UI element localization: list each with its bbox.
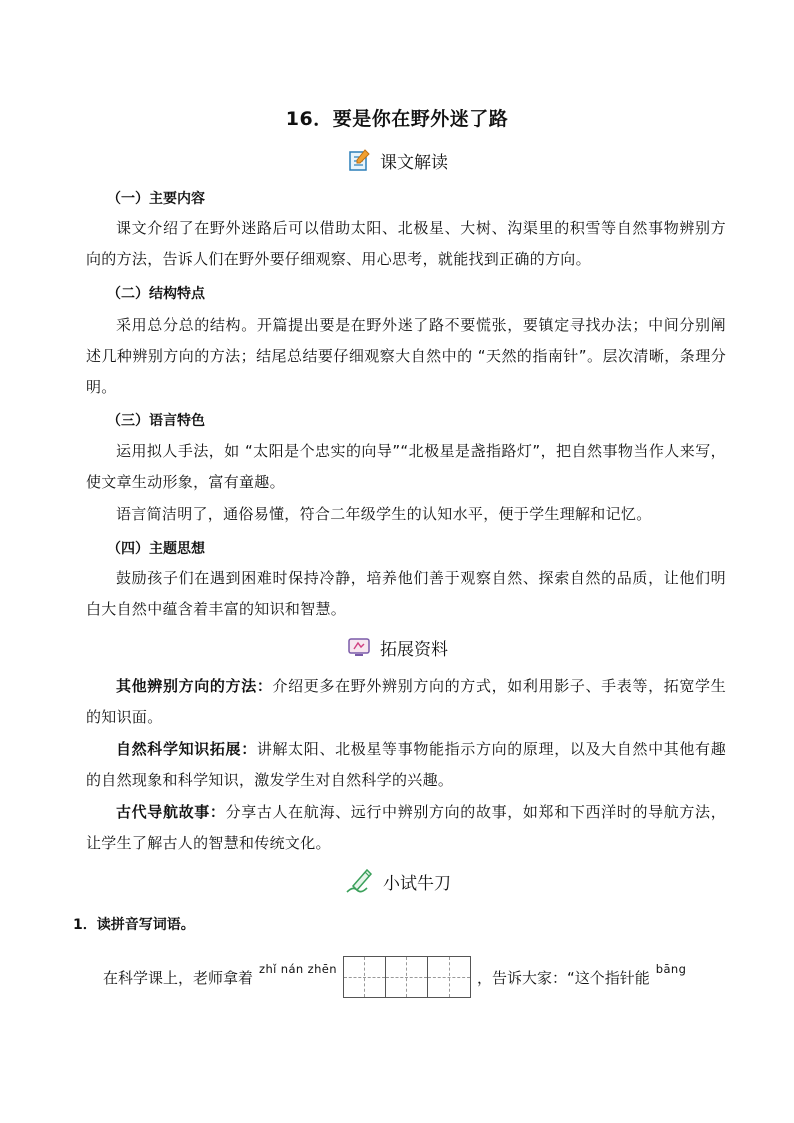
paragraph-main-content: 课文介绍了在野外迷路后可以借助太阳、北极星、大树、沟渠里的积雪等自然事物辨别方向的方法，告诉人们在野外要仔细观察、用心思考，就能找到正确的方向。	[86, 219, 726, 268]
item-text: 分享古人在航海、远行中辨别方向的故事，如郑和下西洋时的导航方法，让学生了解古人的智慧和传统文化。	[86, 803, 727, 852]
grid-cell[interactable]	[428, 957, 470, 997]
paragraph-other-methods	[86, 671, 726, 733]
section-heading-interpretation	[0, 147, 794, 173]
pinyin-hint: bāng	[655, 962, 687, 976]
sentence-text-after: ，告诉大家：“这个指针能	[476, 968, 650, 987]
item-text: 介绍更多在野外辨别方向的方式，如利用影子、手表等，拓宽学生的知识面。	[86, 677, 726, 726]
paragraph-language: 运用拟人手法，如 “太阳是个忠实的向导”“北极星是盏指路灯”，把自然事物当作人来写，使文章生动形象，富有童趣。	[86, 442, 726, 491]
item-label: 自然科学知识拓展：	[116, 740, 257, 758]
section-heading-extension	[0, 634, 794, 660]
book-icon	[346, 147, 372, 173]
question-sentence	[103, 956, 690, 998]
pinyin-hint: zhǐ nán zhēn	[259, 962, 337, 976]
section-heading-text: 小试牛刀	[383, 873, 451, 894]
subheading-theme: （四）主题思想	[107, 541, 205, 557]
screen-icon	[346, 634, 372, 660]
paragraph-science-extension	[86, 734, 726, 796]
paragraph-theme: 鼓励孩子们在遇到困难时保持冷静，培养他们善于观察自然、探索自然的品质，让他们明白大自然中蕴含着丰富的知识和智慧。	[86, 569, 726, 618]
section-heading-practice	[0, 866, 794, 896]
section-heading-text: 课文解读	[380, 152, 448, 173]
question-title: 1．读拼音写词语。	[73, 917, 195, 933]
subheading-structure: （二）结构特点	[107, 286, 205, 302]
grid-cell[interactable]	[344, 957, 386, 997]
item-text: 讲解太阳、北极星等事物能指示方向的原理，以及大自然中其他有趣的自然现象和科学知识，激发学生对自然科学的兴趣。	[86, 740, 726, 789]
item-label: 其他辨别方向的方法：	[116, 677, 273, 695]
sentence-text-before: 在科学课上，老师拿着	[103, 968, 254, 987]
lesson-title: 16．要是你在野外迷了路	[285, 108, 509, 130]
section-heading-text: 拓展资料	[380, 639, 448, 660]
item-label: 古代导航故事：	[116, 803, 226, 821]
writing-grid[interactable]	[343, 956, 471, 998]
subheading-language: （三）语言特色	[107, 413, 205, 429]
subheading-main-content: （一）主要内容	[107, 191, 205, 207]
paragraph-language-2: 语言简洁明了，通俗易懂，符合二年级学生的认知水平，便于学生理解和记忆。	[116, 505, 652, 523]
grid-cell[interactable]	[386, 957, 428, 997]
paragraph-structure: 采用总分总的结构。开篇提出要是在野外迷了路不要慌张，要镇定寻找办法；中间分别阐述几种辨别方向的方法；结尾总结要仔细观察大自然中的 “天然的指南针”。层次清晰，条理分明。	[86, 316, 726, 396]
paragraph-ancient-navigation	[86, 797, 726, 859]
pen-icon	[343, 866, 375, 896]
